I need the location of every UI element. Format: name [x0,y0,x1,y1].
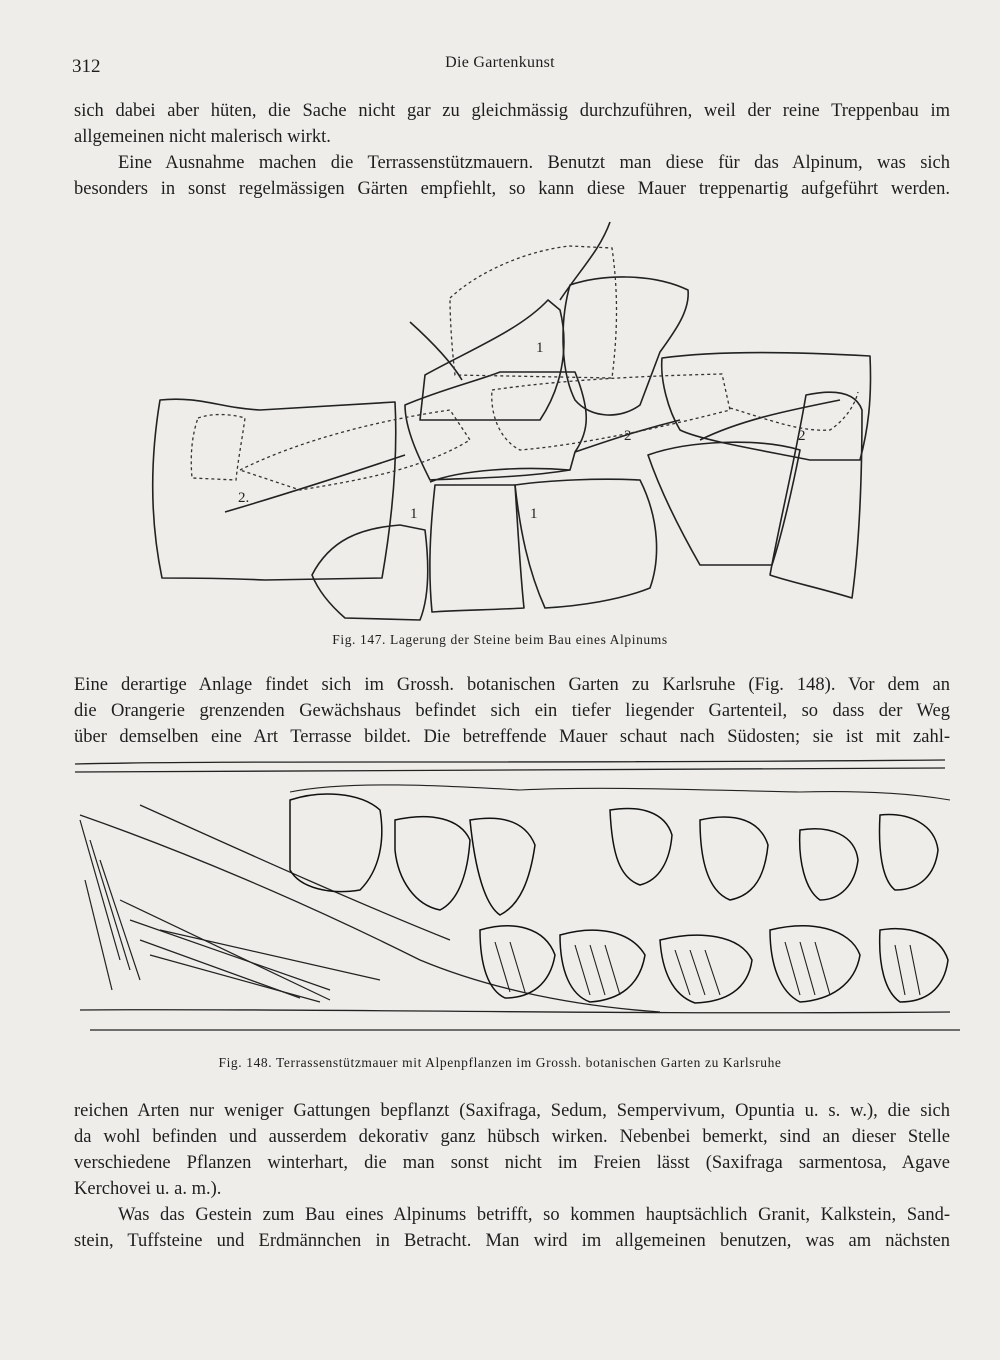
text-line: die Orangerie grenzenden Gewächshaus befindet sich ein tiefer liegender Gartenteil, so dass der Weg [74,701,950,721]
stone-label: 1 [530,506,538,522]
text-line: Was das Gestein zum Bau eines Alpinums betrifft, so kommen hauptsächlich Granit, Kalkstein, Sand- [118,1205,950,1225]
stone-label: 2. [238,490,250,506]
wall-stone [700,817,768,900]
text-line: da wohl befinden und ausserdem dekorativ ganz hübsch wirken. Nebenbei bemerkt, sind an dieser Stelle [74,1127,950,1147]
wall-stone [470,818,535,915]
running-title: Die Gartenkunst [445,54,555,71]
wall-stone [660,935,752,1003]
text-line: Kerchovei u. a. m.). [74,1179,222,1199]
text-line: reichen Arten nur weniger Gattungen bepflanzt (Saxifraga, Sedum, Sempervivum, Opuntia u. s. w.), die sich [74,1101,950,1121]
text-line: besonders in sonst regelmässigen Gärten empfiehlt, so kann diese Mauer treppenartig aufgeführt werden. [74,179,950,199]
stone-label: 2 [798,428,806,444]
path-edge [140,805,450,940]
figure-148-caption: Fig. 148. Terrassenstützmauer mit Alpenpflanzen im Grossh. botanischen Garten zu Karlsruhe [218,1055,782,1070]
page-number: 312 [72,56,101,77]
ground-line [90,1029,960,1030]
wall-stone [800,829,858,900]
ground-line [80,1010,950,1013]
terrace-top-line [75,760,945,764]
stone-label: 2 [624,428,632,444]
wall-stone [395,817,470,910]
wall-stone [770,926,860,1002]
text-line: stein, Tuffsteine und Erdmännchen in Betracht. Man wird im allgemeinen benutzen, was am nächsten [74,1231,950,1251]
wall-stone [610,808,672,885]
text-line: allgemeinen nicht malerisch wirkt. [74,127,331,147]
wall-stone [560,930,645,1002]
text-line: Eine derartige Anlage findet sich im Grossh. botanischen Garten zu Karlsruhe (Fig. 148). Vor dem an [74,675,950,695]
bottom-paragraph [74,1098,950,1254]
stone-label: 1 [536,340,544,356]
text-line: Eine Ausnahme machen die Terrassenstützmauern. Benutzt man diese für das Alpinum, was sich [118,153,950,173]
stone-label: 1 [410,506,418,522]
text-line: sich dabei aber hüten, die Sache nicht gar zu gleichmässig durchzuführen, weil der reine Treppenbau im [74,101,950,121]
wall-stone [290,794,382,892]
terrace-top-line [75,768,945,772]
wall-stone [480,926,555,998]
figure-147-caption: Fig. 147. Lagerung der Steine beim Bau eines Alpinums [332,632,668,647]
wall-stone [880,815,938,890]
text-line: über demselben eine Art Terrasse bildet. Die betreffende Mauer schaut nach Südosten; sie ist mit zahl- [74,727,950,747]
text-line: verschiedene Pflanzen winterhart, die man sonst nicht im Freien lässt (Saxifraga sarmentosa, Agave [74,1153,950,1173]
path-edge [80,815,660,1012]
